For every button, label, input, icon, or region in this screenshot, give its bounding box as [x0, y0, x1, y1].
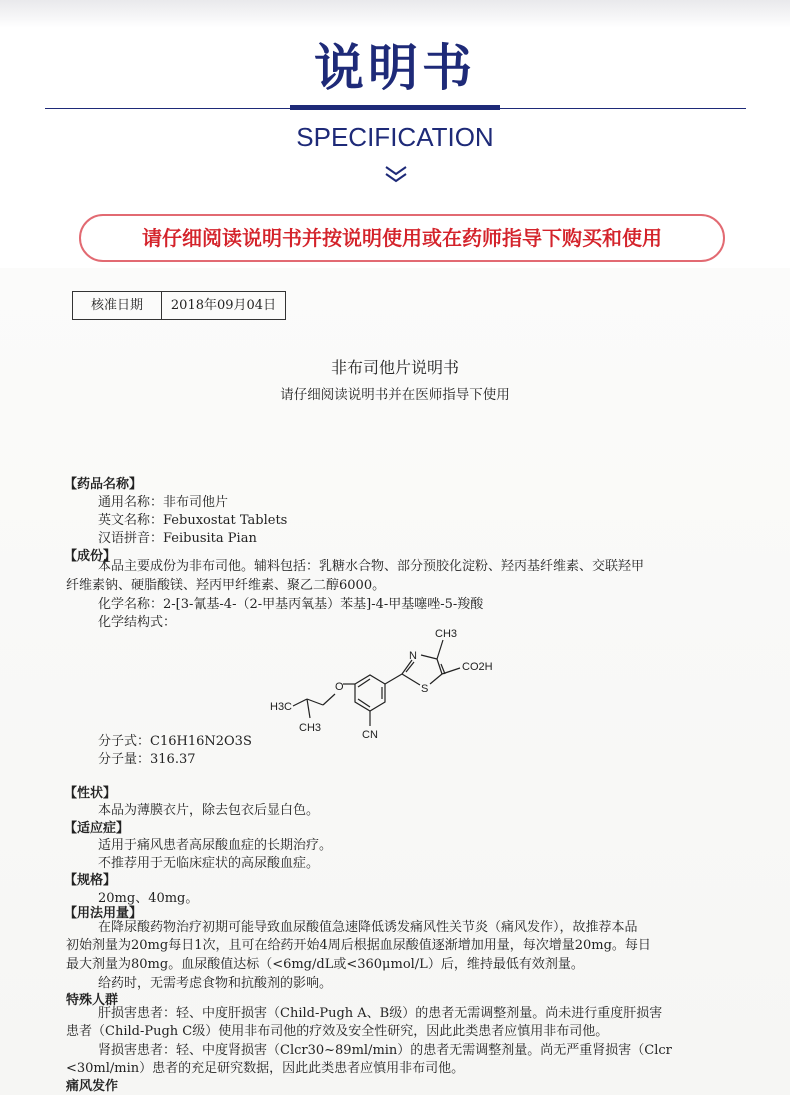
- molecular-weight: 分子量：316.37: [98, 752, 196, 767]
- document-subtitle: 请仔细阅读说明书并在医师指导下使用: [280, 387, 510, 403]
- hepatic-line2: 患者（Child-Pugh C级）使用非布司他的疗效及安全性研究，因此此类患者应慎用非布司他。: [66, 1024, 609, 1039]
- struct-n: N: [409, 650, 417, 662]
- heading-indications: 【适应症】: [64, 821, 130, 836]
- formula-label: 分子式：: [98, 734, 151, 749]
- struct-ch3-top: CH3: [435, 628, 458, 640]
- dosage-line4: 给药时，无需考虑食物和抗酸剂的影响。: [98, 976, 333, 991]
- approval-date-label: 核准日期: [73, 292, 162, 319]
- indications-line2: 不推荐用于无临床症状的高尿酸血症。: [98, 856, 320, 871]
- dosage-line3: 最大剂量为80mg。血尿酸值达标（<6mg/dL或<360μmol/L）后，维持最低有效剂量。: [66, 957, 584, 972]
- heading-special-populations: 特殊人群: [66, 993, 119, 1008]
- english-name: 英文名称：Febuxostat Tablets: [98, 513, 288, 528]
- struct-o: O: [335, 681, 344, 693]
- approval-date-box: [72, 291, 286, 320]
- dosage-line2: 初始剂量为20mg每日1次，且可在给药开始4周后根据血尿酸值逐渐增加用量，每次增量20mg。每日: [66, 938, 651, 953]
- struct-ch3-bottom: CH3: [299, 722, 322, 734]
- heading-gout-flare: 痛风发作: [66, 1079, 119, 1094]
- chemical-name: 化学名称：2-[3-氰基-4-（2-甲基丙氧基）苯基]-4-甲基噻唑-5-羧酸: [98, 597, 484, 612]
- molecular-formula: [98, 734, 252, 750]
- composition-line1: 本品主要成份为非布司他。辅料包括：乳糖水合物、部分预胶化淀粉、羟丙基纤维素、交联羟甲: [98, 559, 645, 574]
- approval-date-value: 2018年09月04日: [170, 298, 277, 313]
- structure-label: 化学结构式：: [98, 615, 177, 630]
- banner-subtitle: SPECIFICATION: [296, 122, 494, 152]
- double-chevron-down-icon: [383, 163, 409, 187]
- top-band: [0, 0, 790, 28]
- struct-s: S: [421, 683, 429, 695]
- heading-drug-name: 【药品名称】: [64, 477, 143, 492]
- heading-strength: 【规格】: [64, 873, 117, 888]
- divider-accent: [290, 105, 500, 110]
- warning-banner: 请仔细阅读说明书并按说明使用或在药师指导下购买和使用: [79, 214, 725, 262]
- chemical-structure: [255, 622, 505, 747]
- heading-composition: 【成份】: [64, 549, 117, 564]
- pinyin-name: 汉语拼音：Feibusita Pian: [98, 531, 257, 546]
- heading-properties: 【性状】: [64, 786, 117, 801]
- indications-line1: 适用于痛风患者高尿酸血症的长期治疗。: [98, 838, 333, 853]
- hepatic-line1: 肝损害患者：轻、中度肝损害（Child-Pugh A、B级）的患者无需调整剂量。尚未进行重度肝损害: [98, 1006, 663, 1021]
- composition-line2: 纤维素钠、硬脂酸镁、羟丙甲纤维素、聚乙二醇6000。: [66, 578, 386, 593]
- document-title: 非布司他片说明书: [330, 358, 459, 377]
- generic-name: 通用名称：非布司他片: [98, 495, 229, 510]
- heading-dosage: 【用法用量】: [64, 906, 143, 921]
- strength-text: 20mg、40mg。: [98, 891, 199, 906]
- dosage-line1: 在降尿酸药物治疗初期可能导致血尿酸值急速降低诱发痛风性关节炎（痛风发作），故推荐本品: [98, 920, 638, 935]
- struct-co2h: CO2H: [462, 661, 493, 673]
- formula-value: C16H16N2O3S: [150, 734, 252, 749]
- renal-line2: <30ml/min）患者的充足研究数据，因此此类患者应慎用非布司他。: [66, 1061, 465, 1076]
- banner-title: 说明书: [314, 39, 476, 97]
- struct-cn: CN: [362, 729, 378, 741]
- struct-h3c: H3C: [270, 701, 293, 713]
- properties-text: 本品为薄膜衣片，除去包衣后显白色。: [98, 803, 320, 818]
- renal-line1: 肾损害患者：轻、中度肾损害（Clcr30~89ml/min）的患者无需调整剂量。尚无严重肾损害（Clcr: [98, 1043, 672, 1058]
